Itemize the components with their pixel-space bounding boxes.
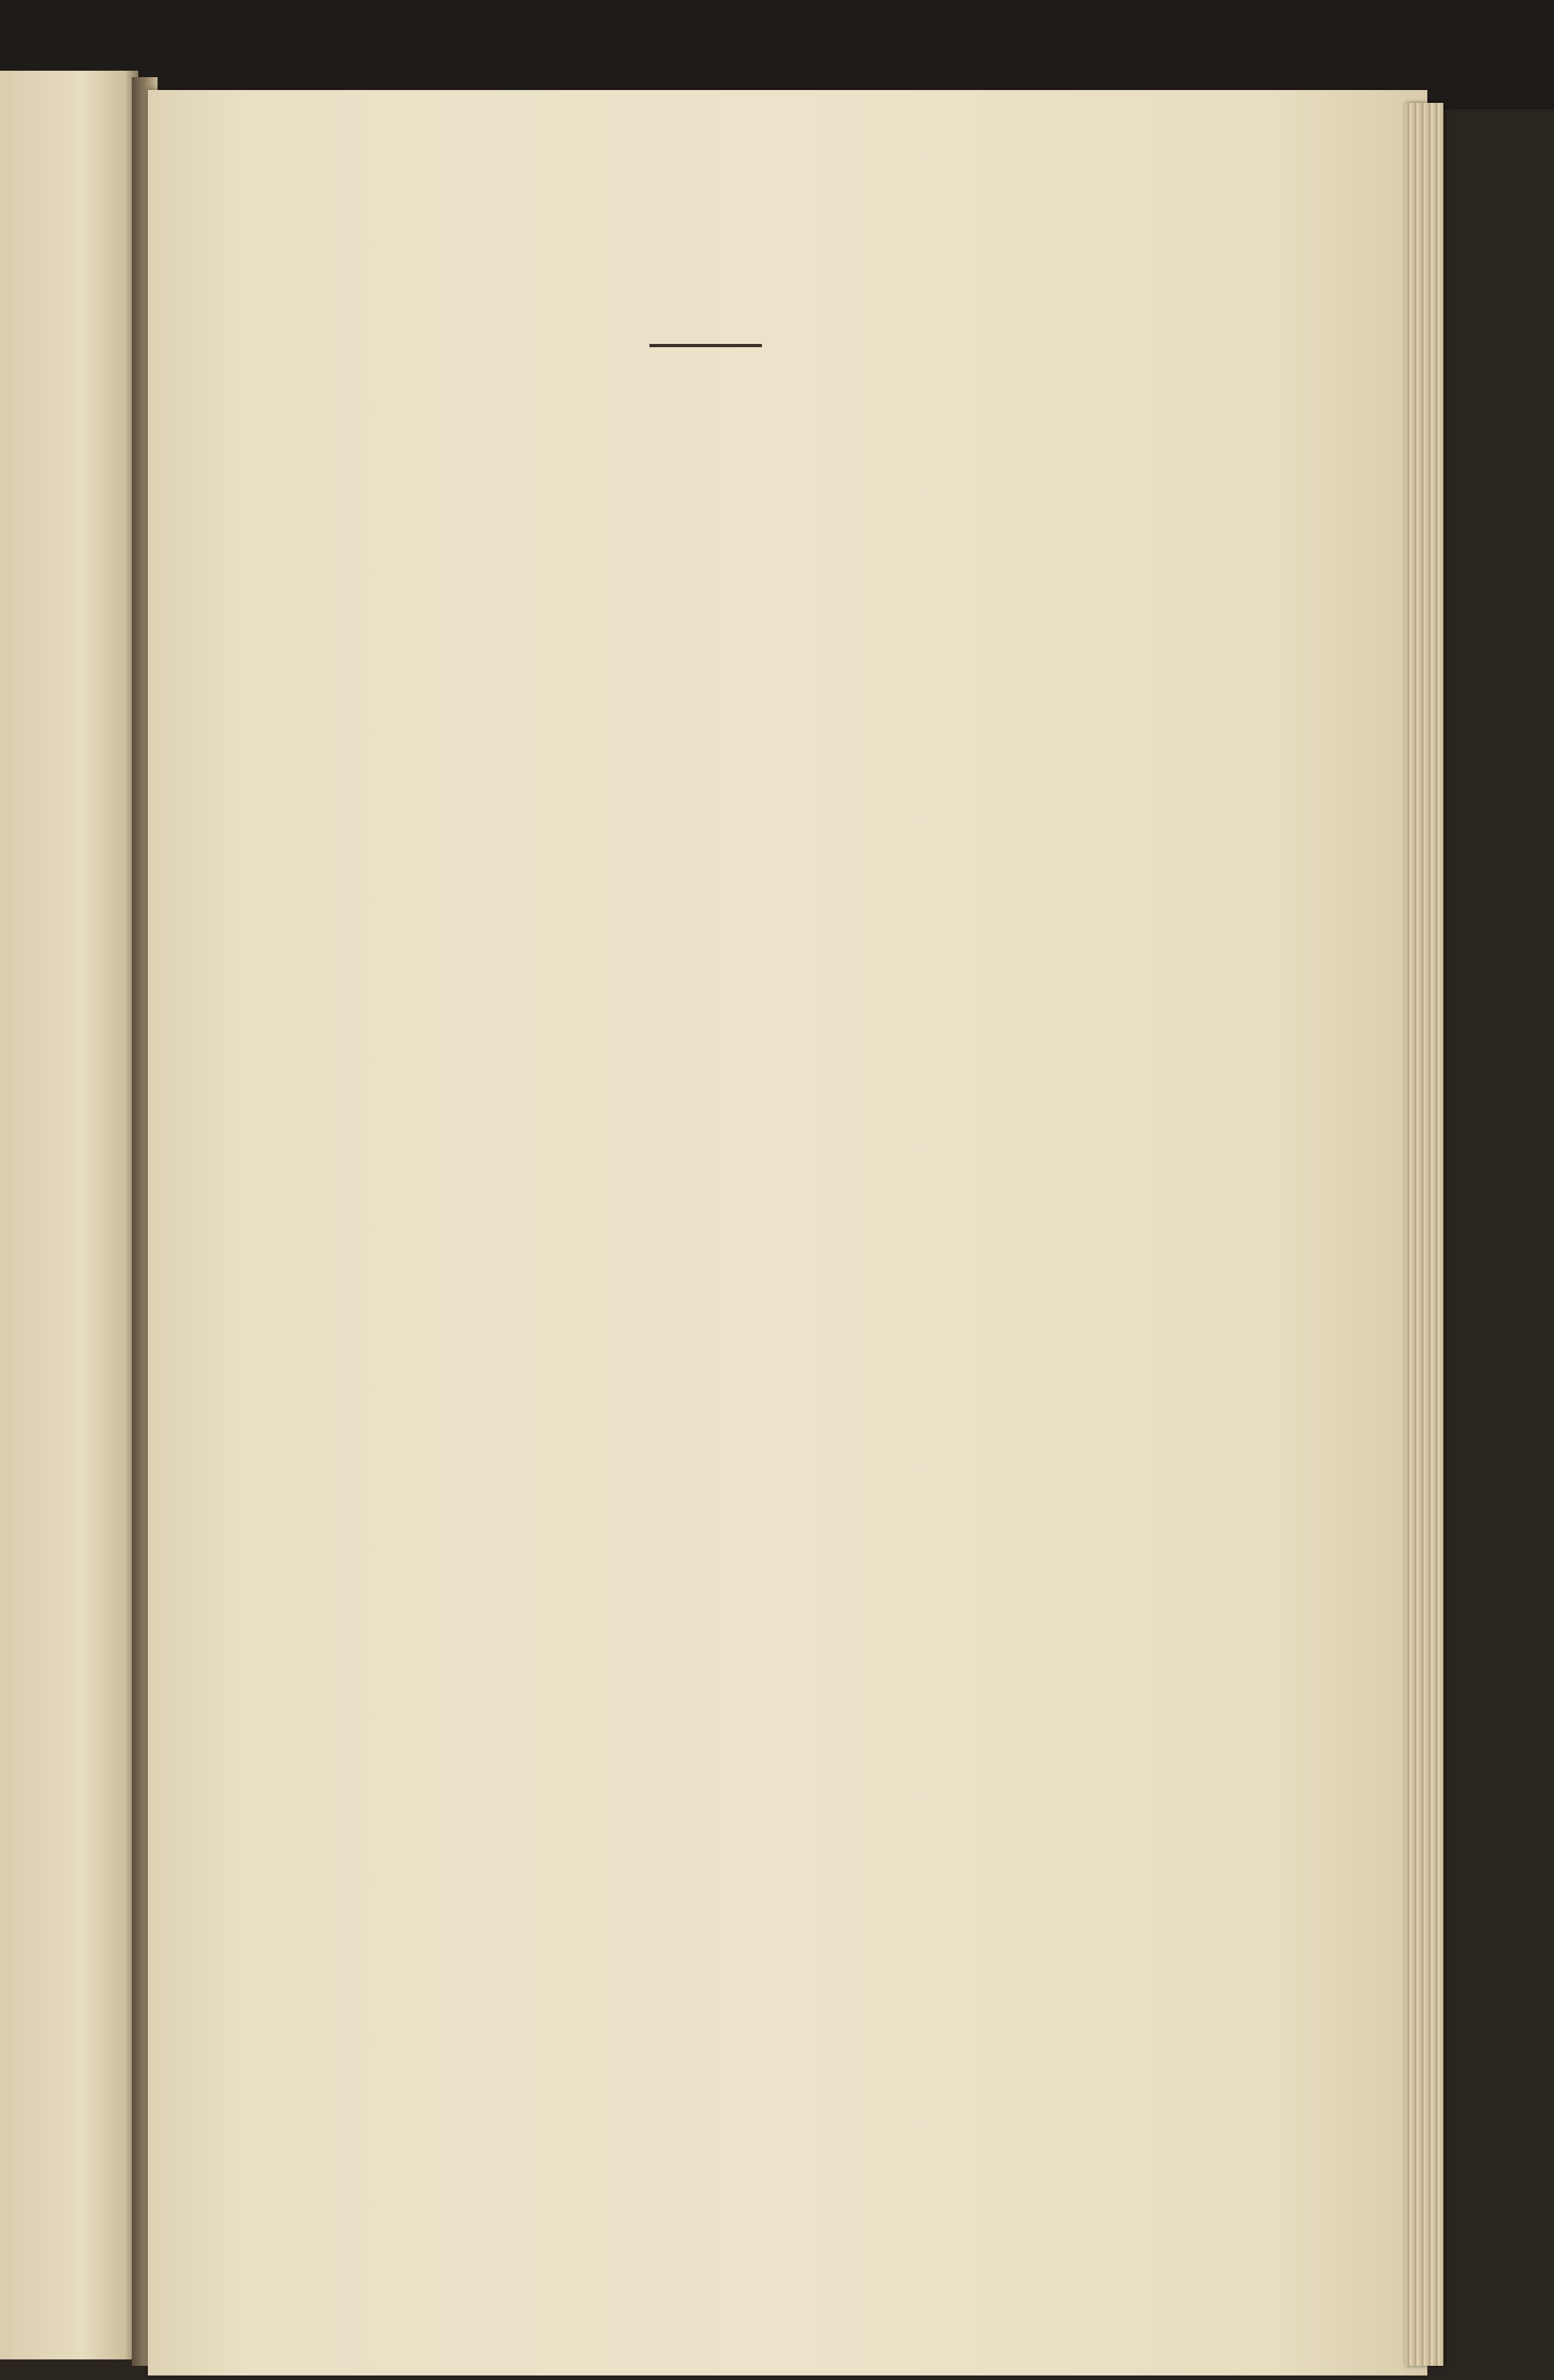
page-number-rule [649,344,762,347]
book-page [148,90,1427,2375]
left-facing-page [0,71,138,2359]
page-edges [1405,103,1443,2366]
